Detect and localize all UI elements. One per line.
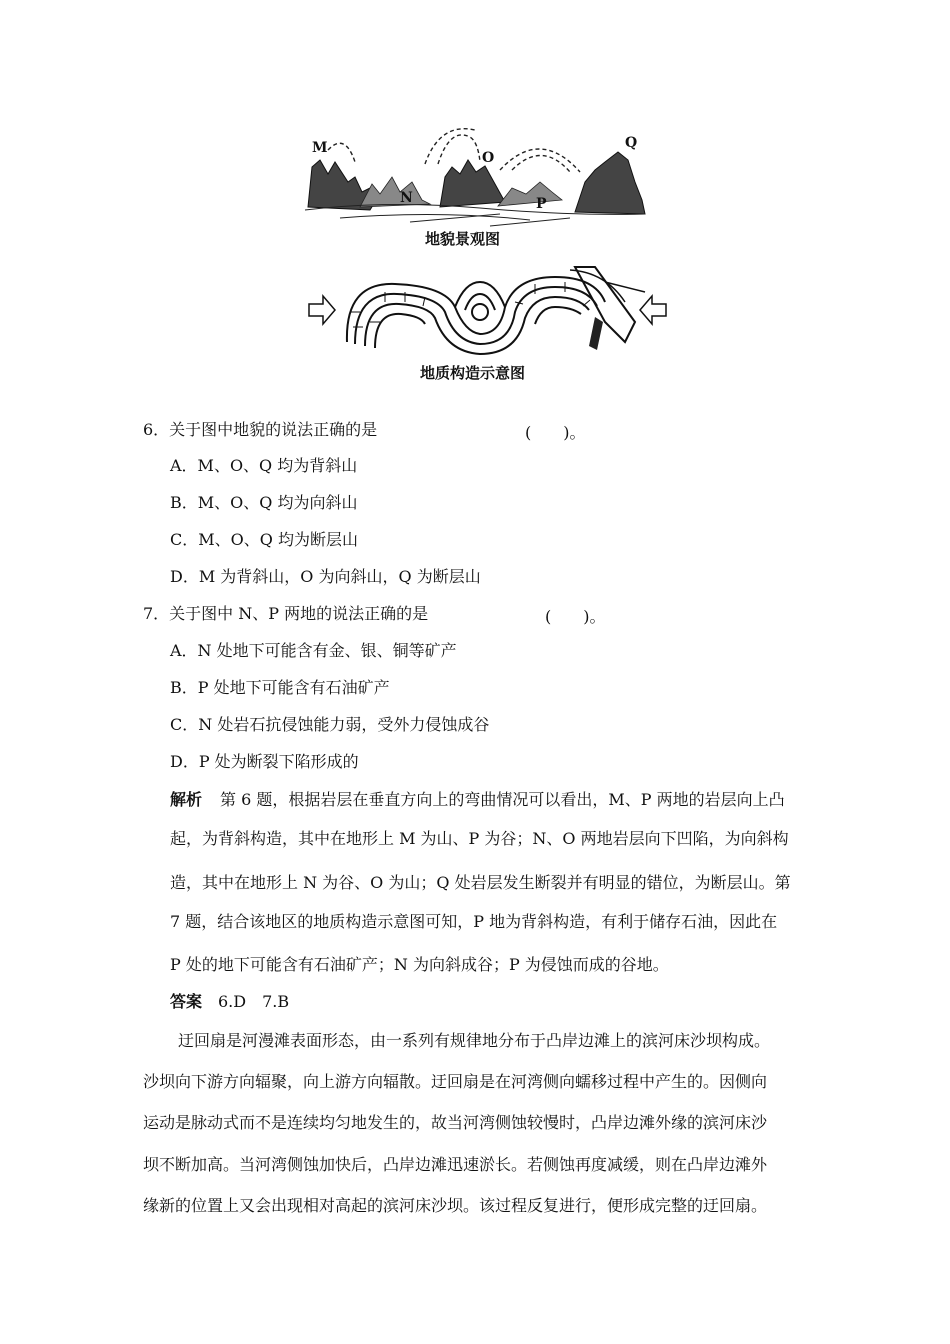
label-m: M: [312, 140, 328, 156]
label-o: O: [482, 150, 495, 166]
label-n: N: [400, 190, 413, 206]
question-6-option-d: D．M 为背斜山，O 为向斜山，Q 为断层山: [170, 567, 481, 586]
analysis-line-5: P 处的地下可能含有石油矿产；N 为向斜成谷；P 为侵蚀而成的谷地。: [170, 955, 669, 974]
answer-value: 6.D 7.B: [218, 992, 290, 1011]
landform-caption: 地貌景观图: [425, 230, 501, 248]
question-6-bracket: ( )。: [525, 423, 586, 442]
geology-caption: 地质构造示意图: [420, 364, 526, 382]
question-6-option-a: A．M、O、Q 均为背斜山: [170, 456, 358, 475]
question-7-stem: 7．关于图中 N、P 两地的说法正确的是: [143, 604, 429, 623]
question-7-option-d: D．P 处为断裂下陷形成的: [170, 752, 359, 771]
passage-line-4: 坝不断加高。当河湾侧蚀加快后，凸岸边滩迅速淤长。若侧蚀再度减缓，则在凸岸边滩外: [143, 1155, 768, 1174]
passage-line-1: 迂回扇是河漫滩表面形态，由一系列有规律地分布于凸岸边滩上的滨河床沙坝构成。: [178, 1031, 771, 1050]
passage-line-3: 运动是脉动式而不是连续均匀地发生的，故当河湾侧蚀较慢时，凸岸边滩外缘的滨河床沙: [143, 1113, 768, 1132]
analysis-line-3: 造，其中在地形上 N 为谷、O 为山；Q 处岩层发生断裂并有明显的错位，为断层山。第: [170, 873, 791, 892]
label-q: Q: [625, 135, 638, 151]
analysis-label: 解析: [170, 790, 203, 809]
landform-landscape-figure: [300, 122, 650, 232]
question-7-option-c: C．N 处岩石抗侵蚀能力弱，受外力侵蚀成谷: [170, 715, 490, 734]
question-6-stem: 6．关于图中地貌的说法正确的是: [143, 420, 378, 439]
passage-line-2: 沙坝向下游方向辐聚，向上游方向辐散。迂回扇是在河湾侧向蠕移过程中产生的。因侧向: [143, 1072, 768, 1091]
geological-structure-figure: [305, 262, 670, 362]
question-7-option-a: A．N 处地下可能含有金、银、铜等矿产: [170, 641, 457, 660]
passage-line-5: 缘新的位置上又会出现相对高起的滨河床沙坝。该过程反复进行，便形成完整的迂回扇。: [143, 1196, 768, 1215]
label-p: P: [536, 196, 547, 212]
answer-label: 答案: [170, 992, 203, 1011]
question-7-option-b: B．P 处地下可能含有石油矿产: [170, 678, 390, 697]
question-6-option-c: C．M、O、Q 均为断层山: [170, 530, 358, 549]
question-7-bracket: ( )。: [545, 607, 606, 626]
question-6-option-b: B．M、O、Q 均为向斜山: [170, 493, 358, 512]
analysis-line-2: 起，为背斜构造，其中在地形上 M 为山、P 为谷；N、O 两地岩层向下凹陷，为向斜构: [170, 829, 789, 848]
analysis-line-4: 7 题，结合该地区的地质构造示意图可知，P 地为背斜构造，有利于储存石油，因此在: [170, 912, 778, 931]
analysis-line-1: 第 6 题，根据岩层在垂直方向上的弯曲情况可以看出，M、P 两地的岩层向上凸: [220, 790, 785, 809]
arrow-left-icon: [640, 296, 666, 324]
arrow-right-icon: [309, 296, 335, 324]
